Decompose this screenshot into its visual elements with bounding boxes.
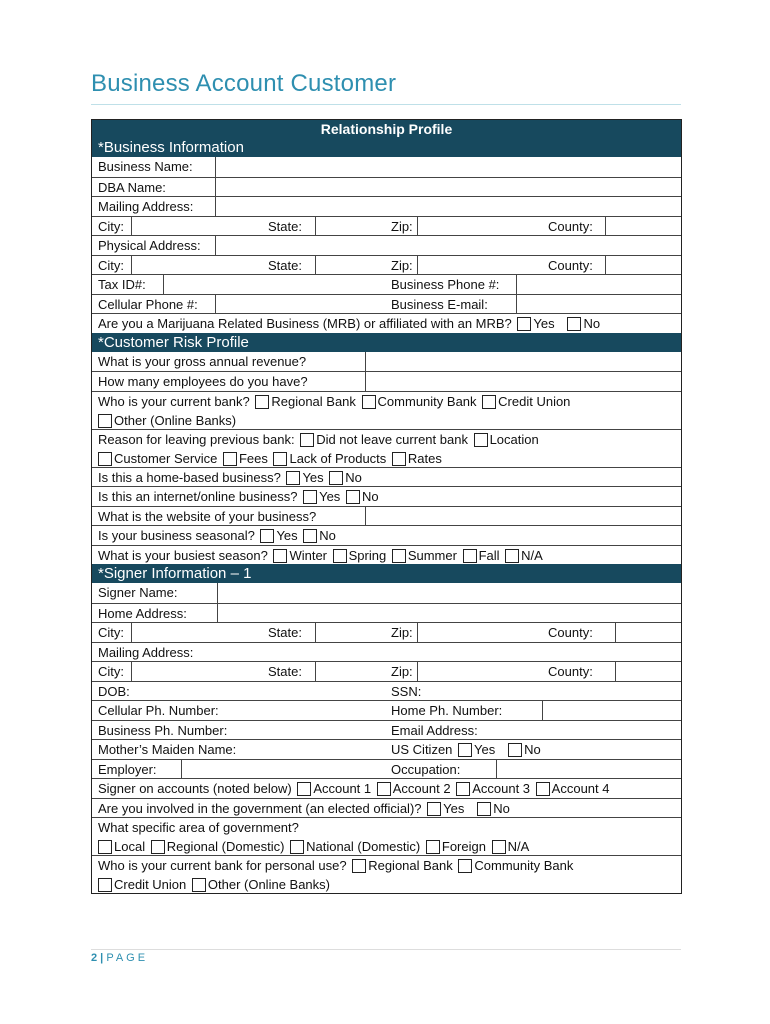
community-bank-checkbox[interactable] xyxy=(362,395,376,409)
revenue-row xyxy=(92,352,681,372)
section-signer-information: *Signer Information – 1 xyxy=(92,564,681,583)
title-divider xyxy=(91,104,681,105)
signer-name-row xyxy=(92,583,681,603)
business-ph-label: Business Ph. Number: xyxy=(98,722,228,738)
cellular-phone-field[interactable] xyxy=(215,295,385,314)
employer-row xyxy=(92,759,681,779)
account2-label: Account 2 xyxy=(392,781,451,796)
state-label: State: xyxy=(268,664,302,679)
home-based-row xyxy=(92,467,681,487)
home-ph-field[interactable] xyxy=(542,701,681,720)
home-based-options xyxy=(98,468,362,487)
summer-label: Summer xyxy=(407,547,457,563)
busiest-season-row xyxy=(92,545,681,565)
state-field[interactable] xyxy=(315,662,385,681)
citizen-yes-checkbox[interactable] xyxy=(458,743,472,757)
business-phone-label: Business Phone #: xyxy=(391,277,500,292)
location-label: Location xyxy=(489,431,539,447)
current-bank-options xyxy=(98,392,570,411)
home-ph-label: Home Ph. Number: xyxy=(391,703,503,718)
internet-no-checkbox[interactable] xyxy=(346,490,360,504)
tax-id-row xyxy=(92,274,681,294)
city-row-2 xyxy=(92,255,681,275)
summer-checkbox[interactable] xyxy=(392,549,406,563)
no-label: No xyxy=(361,489,379,504)
credit-union-label: Credit Union xyxy=(498,393,571,409)
regional-domestic-checkbox[interactable] xyxy=(151,840,165,854)
employees-label: How many employees do you have? xyxy=(98,374,308,389)
signer-accounts-label: Signer on accounts (noted below) xyxy=(98,781,292,796)
lack-products-label: Lack of Products xyxy=(289,450,387,466)
home-based-label: Is this a home-based business? xyxy=(98,469,281,485)
other-online-label: Other (Online Banks) xyxy=(114,412,237,428)
gov-involved-options xyxy=(98,799,510,818)
personal-regional-bank-checkbox[interactable] xyxy=(352,859,366,873)
home-address-label: Home Address: xyxy=(98,605,187,621)
internet-yes-checkbox[interactable] xyxy=(303,490,317,504)
other-online-label: Other (Online Banks) xyxy=(207,877,330,892)
regional-bank-label: Regional Bank xyxy=(271,393,356,409)
personal-community-bank-checkbox[interactable] xyxy=(458,859,472,873)
city-field[interactable] xyxy=(131,662,262,681)
gov-na-checkbox[interactable] xyxy=(492,840,506,854)
maiden-name-row xyxy=(92,739,681,759)
mailing-address-label: Mailing Address: xyxy=(98,199,194,214)
signer-city-row-1 xyxy=(92,622,681,642)
cell-ph-label: Cellular Ph. Number: xyxy=(98,703,219,718)
signer-city-row-2 xyxy=(92,661,681,681)
current-bank-label: Who is your current bank? xyxy=(98,393,250,409)
zip-field[interactable] xyxy=(417,662,542,681)
foreign-label: Foreign xyxy=(441,839,486,854)
zip-field[interactable] xyxy=(417,623,542,642)
internet-business-row xyxy=(92,486,681,506)
gov-area-label: What specific area of government? xyxy=(98,820,299,835)
signer-name-field[interactable] xyxy=(217,583,681,603)
zip-label: Zip: xyxy=(391,257,413,273)
winter-checkbox[interactable] xyxy=(273,549,287,563)
website-field[interactable] xyxy=(365,507,681,526)
cellular-phone-row xyxy=(92,294,681,314)
reason-leaving-options-2 xyxy=(98,449,442,468)
gov-area-row xyxy=(92,817,681,855)
tax-id-label: Tax ID#: xyxy=(98,277,146,292)
personal-credit-union-checkbox[interactable] xyxy=(98,878,112,892)
no-label: No xyxy=(524,742,541,757)
website-label: What is the website of your business? xyxy=(98,508,317,524)
customer-service-checkbox[interactable] xyxy=(98,452,112,466)
gov-involved-label: Are you involved in the government (an elected official)? xyxy=(98,800,422,816)
seasonal-yes-checkbox[interactable] xyxy=(260,529,274,543)
state-field[interactable] xyxy=(315,256,385,275)
form-header: Relationship Profile xyxy=(92,120,681,138)
revenue-field[interactable] xyxy=(365,352,681,372)
seasonal-row xyxy=(92,525,681,545)
mailing-address-field[interactable] xyxy=(215,197,681,216)
yes-label: Yes xyxy=(276,528,298,543)
zip-field[interactable] xyxy=(417,256,542,275)
na-checkbox[interactable] xyxy=(505,549,519,563)
dob-row xyxy=(92,681,681,701)
business-phone-field[interactable] xyxy=(516,275,681,294)
personal-other-online-checkbox[interactable] xyxy=(192,878,206,892)
section-business-information: *Business Information xyxy=(92,138,681,157)
credit-union-checkbox[interactable] xyxy=(482,395,496,409)
county-label: County: xyxy=(548,664,593,679)
business-name-field[interactable] xyxy=(215,157,681,177)
na-label: N/A xyxy=(521,547,543,563)
mrb-question xyxy=(98,314,600,333)
no-label: No xyxy=(493,800,510,816)
na-label: N/A xyxy=(507,839,530,854)
employer-label: Employer: xyxy=(98,761,157,777)
spring-checkbox[interactable] xyxy=(333,549,347,563)
account3-label: Account 3 xyxy=(472,781,531,796)
yes-label: Yes xyxy=(319,489,341,504)
business-email-field[interactable] xyxy=(516,295,681,314)
employer-field[interactable] xyxy=(181,760,385,779)
account2-checkbox[interactable] xyxy=(377,782,391,796)
account1-label: Account 1 xyxy=(313,781,372,796)
county-field[interactable] xyxy=(615,662,681,681)
personal-bank-options xyxy=(98,856,573,875)
employees-row xyxy=(92,371,681,391)
email-address-label: Email Address: xyxy=(391,722,478,738)
city-field[interactable] xyxy=(131,623,262,642)
business-email-label: Business E-mail: xyxy=(391,296,488,312)
rates-label: Rates xyxy=(407,450,442,466)
revenue-label: What is your gross annual revenue? xyxy=(98,353,307,369)
fees-label: Fees xyxy=(238,450,268,466)
city-label: City: xyxy=(98,664,124,679)
maiden-name-label: Mother’s Maiden Name: xyxy=(98,742,237,757)
mrb-no-checkbox[interactable] xyxy=(567,317,581,331)
mrb-yes-checkbox[interactable] xyxy=(517,317,531,331)
current-bank-row xyxy=(92,391,681,429)
seasonal-options xyxy=(98,526,336,545)
state-label: State: xyxy=(268,625,302,640)
busiest-season-label: What is your busiest season? xyxy=(98,547,268,563)
mailing-address-row xyxy=(92,196,681,216)
gov-yes-checkbox[interactable] xyxy=(427,802,441,816)
national-domestic-label: National (Domestic) xyxy=(306,839,421,854)
regional-bank-checkbox[interactable] xyxy=(255,395,269,409)
us-citizen-options xyxy=(391,740,541,759)
state-label: State: xyxy=(268,218,302,234)
zip-label: Zip: xyxy=(391,218,413,234)
city-label: City: xyxy=(98,218,124,234)
no-label: No xyxy=(345,469,362,485)
internet-business-label: Is this an internet/online business? xyxy=(98,489,298,504)
yes-label: Yes xyxy=(474,742,496,757)
internet-business-options xyxy=(98,487,379,506)
account1-checkbox[interactable] xyxy=(297,782,311,796)
business-name-row xyxy=(92,157,681,177)
community-bank-label: Community Bank xyxy=(377,393,477,409)
signer-accounts-options xyxy=(98,779,610,798)
gov-involved-row xyxy=(92,798,681,818)
ssn-label: SSN: xyxy=(391,683,422,699)
us-citizen-label: US Citizen xyxy=(391,742,453,757)
gov-no-checkbox[interactable] xyxy=(477,802,491,816)
personal-bank-label: Who is your current bank for personal use? xyxy=(98,858,347,873)
credit-union-label: Credit Union xyxy=(114,877,187,892)
city-label: City: xyxy=(98,257,124,273)
state-field[interactable] xyxy=(315,217,385,236)
signer-mailing-address-row xyxy=(92,642,681,662)
business-ph-row xyxy=(92,720,681,740)
mrb-row xyxy=(92,313,681,333)
did-not-leave-checkbox[interactable] xyxy=(300,433,314,447)
occupation-field[interactable] xyxy=(496,760,681,779)
section-customer-risk-profile: *Customer Risk Profile xyxy=(92,333,681,352)
local-label: Local xyxy=(114,839,146,854)
reason-leaving-options xyxy=(98,430,539,449)
page-footer xyxy=(91,952,148,964)
county-label: County: xyxy=(548,257,593,273)
page-number: 2 xyxy=(91,952,98,964)
yes-label: Yes xyxy=(443,800,465,816)
county-field[interactable] xyxy=(615,623,681,642)
busiest-season-options xyxy=(98,546,543,565)
account3-checkbox[interactable] xyxy=(456,782,470,796)
footer-divider xyxy=(91,949,681,950)
zip-label: Zip: xyxy=(391,625,413,640)
citizen-no-checkbox[interactable] xyxy=(508,743,522,757)
tax-id-field[interactable] xyxy=(163,275,385,294)
county-label: County: xyxy=(548,218,593,234)
mailing-address-label: Mailing Address: xyxy=(98,644,194,660)
current-bank-options-2 xyxy=(98,411,236,430)
county-label: County: xyxy=(548,625,593,640)
gov-area-options xyxy=(98,837,529,856)
physical-address-field[interactable] xyxy=(215,236,681,255)
no-label: No xyxy=(583,316,601,331)
city-field[interactable] xyxy=(131,217,262,236)
dba-name-field[interactable] xyxy=(215,178,681,197)
foreign-checkbox[interactable] xyxy=(426,840,440,854)
fall-checkbox[interactable] xyxy=(463,549,477,563)
page-title: Business Account Customer xyxy=(91,70,397,97)
county-field[interactable] xyxy=(605,217,681,236)
county-field[interactable] xyxy=(605,256,681,275)
personal-bank-row xyxy=(92,855,681,893)
national-domestic-checkbox[interactable] xyxy=(290,840,304,854)
website-row xyxy=(92,506,681,526)
home-address-field[interactable] xyxy=(217,604,681,623)
personal-bank-options-2 xyxy=(98,875,330,894)
community-bank-label: Community Bank xyxy=(474,858,574,873)
employees-field[interactable] xyxy=(365,372,681,391)
regional-bank-label: Regional Bank xyxy=(368,858,453,873)
yes-label: Yes xyxy=(302,469,324,485)
no-label: No xyxy=(319,528,336,543)
dob-label: DOB: xyxy=(98,683,130,699)
seasonal-label: Is your business seasonal? xyxy=(98,528,255,543)
location-checkbox[interactable] xyxy=(474,433,488,447)
account4-checkbox[interactable] xyxy=(536,782,550,796)
account4-label: Account 4 xyxy=(551,781,610,796)
zip-label: Zip: xyxy=(391,664,413,679)
did-not-leave-label: Did not leave current bank xyxy=(316,431,468,447)
home-address-row xyxy=(92,603,681,623)
cell-phone-row xyxy=(92,700,681,720)
reason-leaving-label: Reason for leaving previous bank: xyxy=(98,431,295,447)
business-name-label: Business Name: xyxy=(98,159,193,174)
seasonal-no-checkbox[interactable] xyxy=(303,529,317,543)
dba-name-row xyxy=(92,177,681,197)
home-based-no-checkbox[interactable] xyxy=(329,471,343,485)
fees-checkbox[interactable] xyxy=(223,452,237,466)
zip-field[interactable] xyxy=(417,217,542,236)
state-label: State: xyxy=(268,257,302,273)
signer-name-label: Signer Name: xyxy=(98,585,178,600)
physical-address-row xyxy=(92,235,681,255)
cellular-phone-label: Cellular Phone #: xyxy=(98,296,198,312)
rates-checkbox[interactable] xyxy=(392,452,406,466)
dba-name-label: DBA Name: xyxy=(98,179,166,195)
city-field[interactable] xyxy=(131,256,262,275)
winter-label: Winter xyxy=(289,547,327,563)
spring-label: Spring xyxy=(348,547,387,563)
regional-domestic-label: Regional (Domestic) xyxy=(166,839,285,854)
reason-leaving-row xyxy=(92,429,681,467)
customer-service-label: Customer Service xyxy=(114,450,218,466)
fall-label: Fall xyxy=(478,547,500,563)
city-row-1 xyxy=(92,216,681,236)
relationship-profile-form xyxy=(91,119,682,894)
state-field[interactable] xyxy=(315,623,385,642)
local-checkbox[interactable] xyxy=(98,840,112,854)
city-label: City: xyxy=(98,625,124,640)
page-word: PAGE xyxy=(106,952,149,964)
home-based-yes-checkbox[interactable] xyxy=(286,471,300,485)
physical-address-label: Physical Address: xyxy=(98,238,201,253)
occupation-label: Occupation: xyxy=(391,761,461,777)
lack-products-checkbox[interactable] xyxy=(273,452,287,466)
other-online-checkbox[interactable] xyxy=(98,414,112,428)
yes-label: Yes xyxy=(533,316,555,331)
page-separator: | xyxy=(97,952,107,964)
mrb-question-label: Are you a Marijuana Related Business (MRB) or affiliated with an MRB? xyxy=(98,316,512,331)
signer-accounts-row xyxy=(92,778,681,798)
